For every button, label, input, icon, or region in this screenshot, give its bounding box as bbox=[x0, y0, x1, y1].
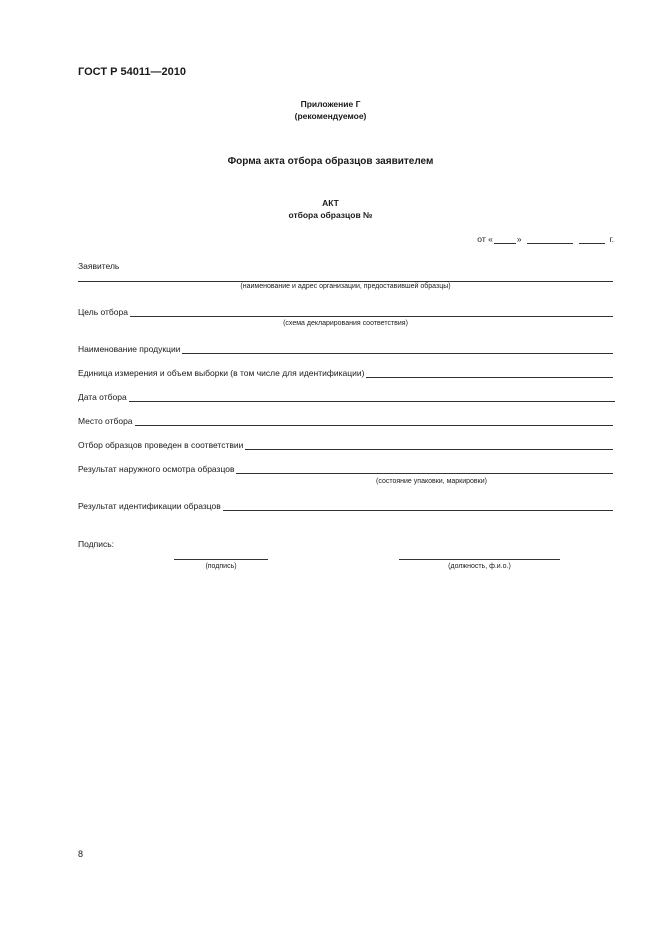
signature-line bbox=[174, 559, 268, 560]
unit-label: Единица измерения и объем выборки (в том числе для идентификации) bbox=[78, 368, 365, 378]
unit-row bbox=[78, 368, 613, 378]
applicant-caption: (наименование и адрес организации, предоставившей образцы) bbox=[240, 283, 451, 290]
identification-label: Результат идентификации образцов bbox=[78, 501, 221, 511]
signature-caption: (подпись) bbox=[205, 563, 237, 570]
date-day-blank bbox=[494, 235, 516, 244]
according-row bbox=[78, 440, 613, 450]
identification-row bbox=[78, 501, 613, 511]
inspection-label: Результат наружного осмотра образцов bbox=[78, 464, 235, 474]
identification-line bbox=[223, 502, 613, 511]
according-label: Отбор образцов проведен в соответствии bbox=[78, 440, 244, 450]
applicant-line bbox=[78, 281, 613, 282]
place-line bbox=[135, 417, 613, 426]
date-line bbox=[477, 234, 614, 244]
place-row bbox=[78, 416, 613, 426]
date-quote-close: » bbox=[516, 234, 522, 244]
signature-label: Подпись: bbox=[78, 539, 115, 549]
inspection-line bbox=[236, 465, 613, 474]
date-year-blank bbox=[579, 235, 605, 244]
according-line bbox=[245, 441, 613, 450]
sampling-date-row bbox=[78, 392, 615, 402]
appendix-subtitle: (рекомендуемое) bbox=[294, 111, 367, 121]
purpose-label: Цель отбора bbox=[78, 307, 128, 317]
purpose-caption: (схема декларирования соответствия) bbox=[283, 320, 408, 327]
unit-line bbox=[366, 369, 613, 378]
applicant-label: Заявитель bbox=[78, 261, 120, 271]
act-title: АКТ bbox=[322, 198, 339, 208]
position-line bbox=[399, 559, 560, 560]
form-title: Форма акта отбора образцов заявителем bbox=[227, 156, 434, 167]
appendix-heading bbox=[0, 98, 661, 122]
purpose-row bbox=[78, 307, 613, 317]
appendix-title: Приложение Г bbox=[300, 99, 361, 109]
place-label: Место отбора bbox=[78, 416, 133, 426]
purpose-line bbox=[130, 308, 613, 317]
product-label: Наименование продукции bbox=[78, 344, 181, 354]
page-number: 8 bbox=[78, 849, 84, 859]
date-year-suffix: г. bbox=[609, 234, 614, 244]
act-subtitle: отбора образцов № bbox=[288, 210, 373, 220]
inspection-caption: (состояние упаковки, маркировки) bbox=[376, 478, 487, 485]
date-month-blank bbox=[527, 235, 573, 244]
document-header: ГОСТ Р 54011—2010 bbox=[78, 66, 186, 78]
act-heading bbox=[0, 197, 661, 221]
product-line bbox=[182, 345, 613, 354]
date-prefix: от « bbox=[477, 234, 493, 244]
inspection-row bbox=[78, 464, 613, 474]
sampling-date-label: Дата отбора bbox=[78, 392, 127, 402]
position-caption: (должность, ф.и.о.) bbox=[448, 563, 511, 570]
product-row bbox=[78, 344, 613, 354]
sampling-date-line bbox=[129, 393, 615, 402]
